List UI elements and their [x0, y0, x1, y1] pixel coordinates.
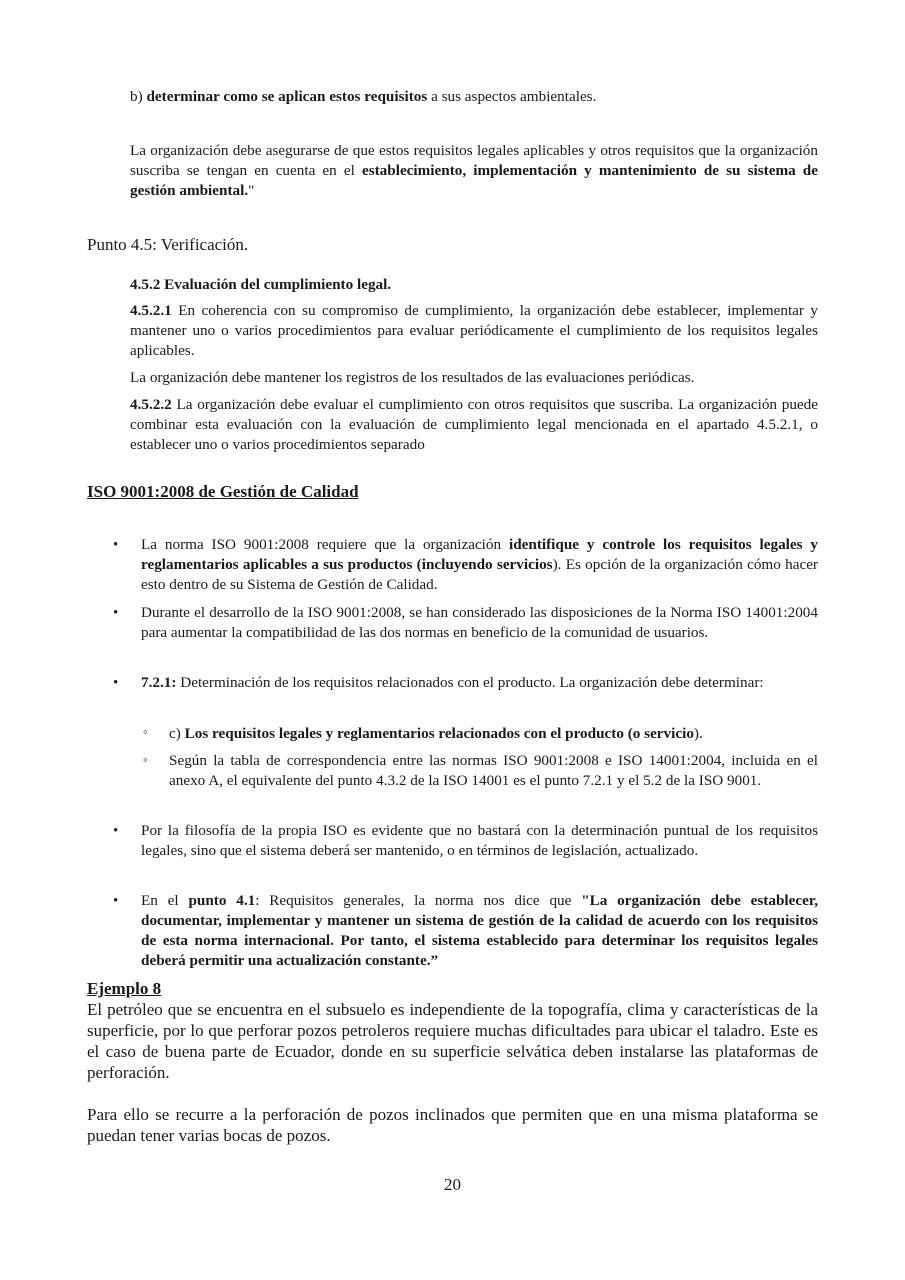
paragraph-requisitos: La organización debe asegurarse de que estos requisitos legales aplicables y otros requisitos que la organización suscriba se tengan en cuenta en el establecimiento, implementación y mantenimiento de su sistema de gestión ambiental."	[130, 142, 818, 199]
list-subitem-c: c) Los requisitos legales y reglamentarios relacionados con el producto (o servicio).	[169, 725, 703, 742]
bullet-icon: •	[113, 537, 119, 553]
list-item-bullet-2: Durante el desarrollo de la ISO 9001:2008, se han considerado las disposiciones de la Norma ISO 14001:2004 para aumentar la compatibilidad de las dos normas en beneficio de la comunidad de usuarios.	[141, 604, 818, 641]
bold-text: determinar como se aplican estos requisitos	[146, 88, 428, 105]
bullet-icon: •	[113, 605, 119, 621]
subsection-heading-452: 4.5.2 Evaluación del cumplimiento legal.	[130, 276, 392, 293]
section-heading-punto-45: Punto 4.5: Verificación.	[87, 235, 249, 254]
bullet-icon: •	[113, 893, 119, 909]
paragraph-ejemplo-1: El petróleo que se encuentra en el subsuelo es independiente de la topografía, clima y características de la superficie, por lo que perforar pozos petroleros requiere muchas dificultades para ubicar el taladro. Este es el caso de buena parte de Ecuador, donde en su superficie selvática deben instalarse las plataformas de perforación.	[87, 1000, 818, 1082]
list-item-bullet-5: En el punto 4.1: Requisitos generales, la norma nos dice que "La organización debe establecer, documentar, implementar y mantener un sistema de gestión de la calidad de acuerdo con los requisitos de esta norma internacional. Por tanto, el sistema establecido para determinar los requisitos legales deberá permitir una actualización constante.”	[141, 892, 818, 969]
bullet-icon: •	[113, 675, 119, 691]
paragraph-b-item: b) determinar como se aplican estos requisitos a sus aspectos ambientales.	[130, 88, 597, 105]
list-item-bullet-1: La norma ISO 9001:2008 requiere que la organización identifique y controle los requisitos legales y reglamentarios aplicables a sus productos (incluyendo servicios). Es opción de la organización cómo hacer esto dentro de su Sistema de Gestión de Calidad.	[141, 536, 818, 593]
list-item-bullet-3: 7.2.1: Determinación de los requisitos relacionados con el producto. La organización debe determinar:	[141, 674, 764, 691]
circle-bullet-icon: ◦	[143, 752, 148, 767]
paragraph-registros: La organización debe mantener los registros de los resultados de las evaluaciones periódicas.	[130, 369, 695, 386]
section-heading-iso9001: ISO 9001:2008 de Gestión de Calidad	[87, 482, 359, 501]
bold-text: establecimiento, implementación y mantenimiento de su sistema de gestión ambiental.	[130, 162, 818, 199]
paragraph-4521: 4.5.2.1 En coherencia con su compromiso de cumplimiento, la organización debe establecer, implementar y mantener uno o varios procedimientos para evaluar periódicamente el cumplimiento de los requisitos legales aplicables.	[130, 302, 818, 359]
paragraph-4522: 4.5.2.2 La organización debe evaluar el cumplimiento con otros requisitos que suscriba. La organización puede combinar esta evaluación con la evaluación de cumplimiento legal mencionada en el apartado 4.5.2.1, o establecer uno o varios procedimientos separado	[130, 396, 818, 453]
list-item-bullet-4: Por la filosofía de la propia ISO es evidente que no bastará con la determinación puntual de los requisitos legales, sino que el sistema deberá ser mantenido, o en términos de legislación, actualizado.	[141, 822, 818, 859]
bullet-icon: •	[113, 823, 119, 839]
page-number: 20	[444, 1175, 461, 1194]
list-subitem-tabla: Según la tabla de correspondencia entre las normas ISO 9001:2008 e ISO 14001:2004, incluida en el anexo A, el equivalente del punto 4.3.2 de la ISO 14001 es el punto 7.2.1 y el 5.2 de la ISO 9001.	[169, 752, 818, 789]
circle-bullet-icon: ◦	[143, 724, 148, 739]
paragraph-ejemplo-2: Para ello se recurre a la perforación de pozos inclinados que permiten que en una misma plataforma se puedan tener varias bocas de pozos.	[87, 1105, 818, 1145]
section-heading-ejemplo-8: Ejemplo 8	[87, 979, 162, 998]
